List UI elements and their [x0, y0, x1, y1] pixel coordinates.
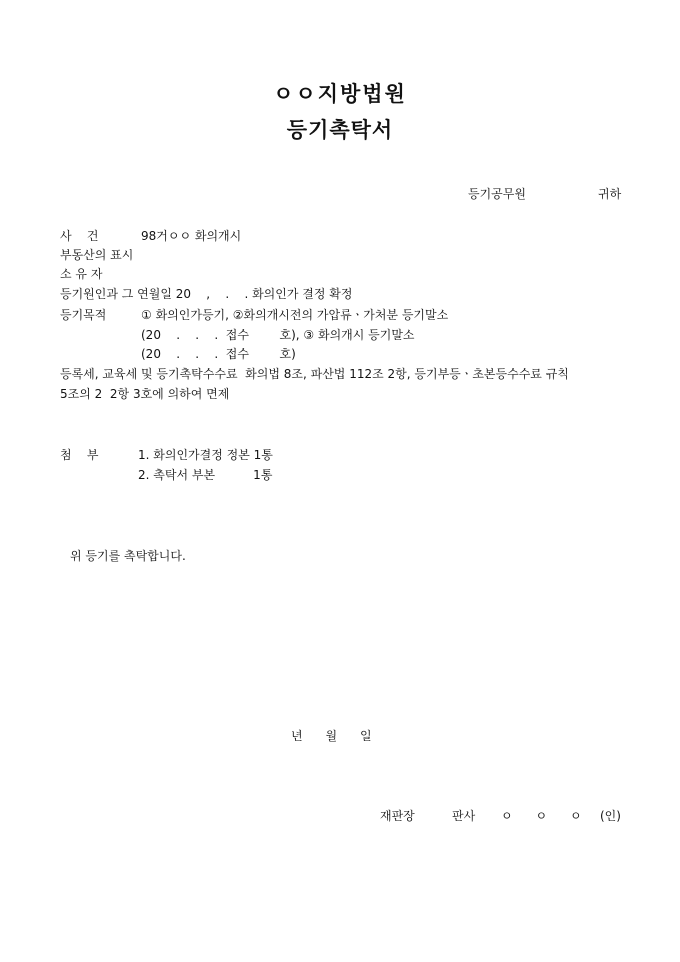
exemption-line-1: 등록세, 교육세 및 등기촉탁수수료 화의법 8조, 파산법 112조 2항, 등기부등ㆍ초본등수수료 규칙: [60, 367, 569, 381]
seal-mark: (인): [600, 809, 621, 823]
owner-label: 소 유 자: [60, 267, 103, 281]
exemption-line-2: 5조의 2 2항 3호에 의하여 면제: [60, 387, 230, 401]
purpose-line-3: (20 . . . 접수 호): [141, 347, 296, 361]
case-value: 98거ㅇㅇ 화의개시: [141, 229, 242, 243]
request-sentence: 위 등기를 촉탁합니다.: [70, 549, 186, 563]
case-label: 사 건: [60, 229, 99, 243]
addressee-honorific: 귀하: [598, 187, 622, 201]
court-name: ㅇㅇ지방법원: [273, 82, 407, 106]
document-title: 등기촉탁서: [286, 118, 394, 142]
attachment-item-2: 2. 촉탁서 부본 1통: [138, 468, 273, 482]
addressee-recipient: 등기공무원: [468, 187, 526, 201]
purpose-label: 등기목적: [60, 308, 107, 322]
signature-title: 재판장: [380, 809, 415, 823]
attachment-item-1: 1. 화의인가결정 정본 1통: [138, 448, 273, 462]
purpose-line-2: (20 . . . 접수 호), ③ 화의개시 등기말소: [141, 328, 415, 342]
purpose-line-1: ① 화의인가등기, ②화의개시전의 가압류ㆍ가처분 등기말소: [141, 308, 449, 322]
signature-role: 판사: [452, 809, 476, 823]
cause-line: 등기원인과 그 연월일 20 , . . 화의인가 결정 확정: [60, 287, 353, 301]
property-label: 부동산의 표시: [60, 248, 134, 262]
signature-name: ㅇ ㅇ ㅇ: [501, 809, 582, 823]
attachments-label: 첨 부: [60, 448, 99, 462]
date-line: 년 월 일: [291, 729, 372, 743]
